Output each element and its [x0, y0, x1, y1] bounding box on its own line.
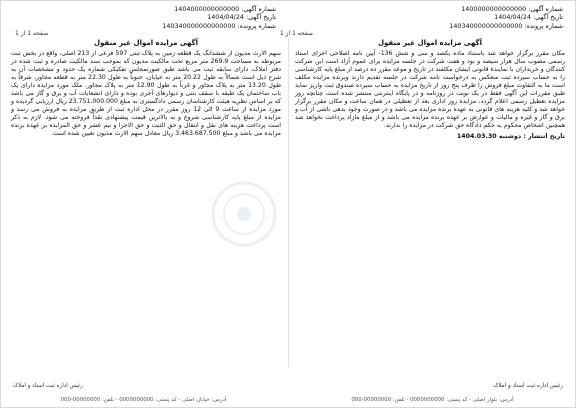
left-footer: آدرس: خیابان اصلی - کد پستی: 0000000000 - تلفن: 00000000-000 [60, 397, 227, 403]
right-notice [295, 39, 565, 140]
left-title: آگهی مزایده اموال غیر منقول [93, 39, 199, 47]
right-serial: شماره آگهی: 1400000000000000 [461, 5, 563, 13]
right-title: آگهی مزایده اموال غیر منقول [377, 39, 483, 47]
left-serial: شماره آگهی: 1404000000000000 [174, 5, 276, 13]
left-body-text: سهم الارث مدیون از ششدانگ یک قطعه زمین به پلاک ثبتی 597 فرعی از 213 اصلی، واقع در بخش ثبت مربوطه به مساحت 269.9 متر مربع تحت مالکیت مدیون که بموجب سند مالکیت صادره و ثبت شده در دفتر املاک، دارای سابقه ثبت می باشد طبق صورتمجلس تفکیکی شماره یک حدود و مشخصات آن به شرح ذیل است شمالاً به طول 20.22 متر به خیابان، جنوباً به طول 22.30 متر به قطعه مجاور، شرقاً به طول 13.20 متر به پلاک مجاور و غرباً به طول 12.90 متر به پلاک مجاور. ملک مورد مزایده دارای یک باب ساختمان یک طبقه با سقف بتنی و دیوارهای آجری بوده و دارای انشعابات آب و برق و گاز می باشد که بر اساس نظریه هیئت کارشناسان رسمی دادگستری به مبلغ 23.751.000.000 ریال ارزیابی گردیده و مورد مزایده از ساعت 9 الی 12 روز مقرر در محل اداره ثبت از طریق مزایده به فروش می رسد و مزایده از مبلغ پایه کارشناسی شروع و به بالاترین قیمت پیشنهادی نقداً فروخته می شود. لازم به ذکر است پرداخت هزینه های نقل و انتقال و حق الثبت و حق الاجرا و نیم عشر و حق المزایده بر عهده برنده مزایده می باشد و مبلغ 3.463.687.500 ریال معادل سهم الارث مدیون تعیین شده است. [11, 50, 282, 138]
left-notice [11, 39, 281, 139]
right-letter-number: شماره پرونده: 140340000000000000 [449, 21, 563, 30]
right-date: تاریخ آگهی: 1404/04/24 [494, 13, 563, 22]
left-signature: رئیس اداره ثبت اسناد و املاک [13, 383, 83, 389]
left-letter-number: شماره پرونده: 140340000000000000 [162, 21, 276, 30]
left-page-indicator: صفحه 1 از 1 [15, 30, 49, 37]
left-header-meta [162, 5, 276, 30]
right-body-text: مکان مقرر برگزار خواهد شد باستناد ماده یکصد و سی و شش 136- آیین نامه اصلاحی اجرای اسناد رسمی مصوب سال هزار سیصد و نود و هفت شرکت در جلسه مزایده برای عموم آزاد است این شرکت کنندگان و خریداران با نمایندهٔ قانونی ایشان مکلفند در تاریخ و موعد مقرر ده درصد از مبلغ پایه کارشناسی را به حساب سپرده ثبت منعکس به درخواست نامه شرکت در جلسه تقدیم دارند وبرنده مزایده مکلف است ما به التفاوت مبلغ فروش را ظرف پنج روز از تاریخ مزایده به حساب سپرده صندوق ثبت واریز نماید طبق مقررات این آگهی فقط در یک نوبت در روزنامه و در پایگاه اینترنتی منتشر شده است چنانچه روز مزایده تعطیل رسمی اعلام گردد، مزایده روز اداری بعد از تعطیلی در همان ساعت و مکان مقرر برگزار خواهد شد و کلیه هزینه های قانونی به عهده برنده مزایده می باشد و در صورت وجود بدهی ناشی از آب و برق و گاز و غیره و مالیات و عوارض بر عهده برنده مزایده می باشد و از مبلغ مازاد پرداخت نخواهد شد همچنین اشخاص محکوم به حکم دادگاه حق شرکت در مزایده را ندارند. [295, 50, 565, 130]
right-page-indicator: صفحه 1 از 1 [279, 30, 313, 37]
column-divider [288, 39, 289, 367]
right-signature: رئیس اداره ثبت اسناد و املاک [493, 383, 563, 389]
right-header-meta [449, 5, 563, 30]
right-publish-date: تاریخ انتشار : دوشنبه 1404.03.30 [456, 133, 565, 141]
left-date: تاریخ آگهی: 1404/04/24 [207, 13, 276, 22]
watermark-seal-icon [209, 179, 279, 249]
right-footer: آدرس: بلوار اصلی - کد پستی: 0000000000 - تلفن: 00000000-000 [351, 397, 514, 403]
